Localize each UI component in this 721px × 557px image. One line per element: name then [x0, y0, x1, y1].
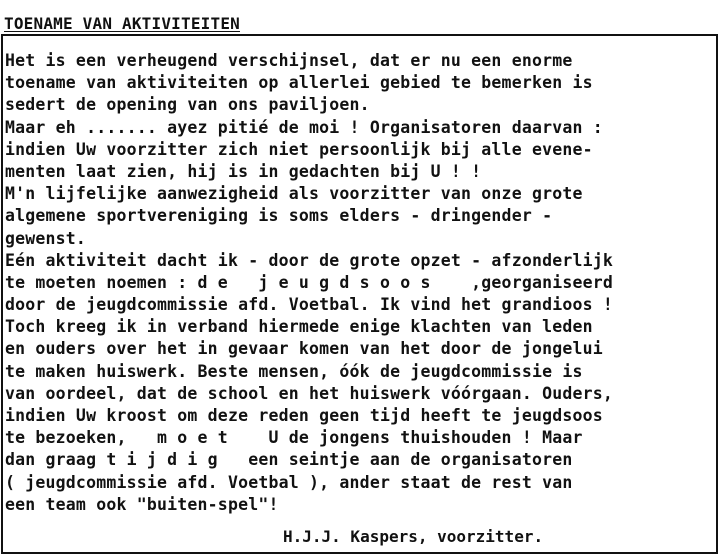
text-line: ( jeugdcommissie afd. Voetbal ), ander staat de rest van	[5, 472, 573, 492]
article-title: TOENAME VAN AKTIVITEITEN	[4, 14, 240, 33]
text-line: een team ook "buiten-spel"!	[5, 494, 279, 514]
text-line: te bezoeken, m o e t U de jongens thuishouden ! Maar	[5, 428, 583, 448]
text-line: te maken huiswerk. Beste mensen, óók de jeugdcommissie is	[5, 361, 583, 381]
text-line: Maar eh ....... ayez pitié de moi ! Organisatoren daarvan :	[5, 117, 603, 137]
signature: H.J.J. Kaspers, voorzitter.	[283, 527, 544, 546]
text-line: indien Uw voorzitter zich niet persoonlijk bij alle evene-	[5, 139, 593, 159]
text-line: indien Uw kroost om deze reden geen tijd heeft te jeugdsoos	[5, 406, 603, 425]
text-line: en ouders over het in gevaar komen van het door de jongelui	[5, 339, 603, 359]
text-line: sedert de opening van ons paviljoen.	[5, 95, 370, 115]
text-line: toename van aktiviteiten op allerlei gebied te bemerken is	[5, 73, 593, 93]
text-line: Eén aktiviteit dacht ik - door de grote opzet - afzonderlijk	[5, 250, 614, 270]
text-line: Toch kreeg ik in verband hiermede enige klachten van leden	[5, 317, 593, 337]
article-body	[5, 50, 720, 516]
text-line: algemene sportvereniging is soms elders - dringender -	[5, 206, 553, 226]
text-line: Het is een verheugend verschijnsel, dat er nu een enorme	[5, 51, 573, 70]
text-line: menten laat zien, hij is in gedachten bij U ! !	[5, 161, 482, 181]
text-line: M'n lijfelijke aanwezigheid als voorzitter van onze grote	[5, 184, 583, 204]
text-line: gewenst.	[5, 228, 87, 248]
text-line: dan graag t i j d i g een seintje aan de organisatoren	[5, 450, 573, 470]
text-line: te moeten noemen : d e j e u g d s o o s ,georganiseerd	[5, 272, 614, 292]
text-line: van oordeel, dat de school en het huiswerk vóórgaan. Ouders,	[5, 383, 614, 403]
text-line: door de jeugdcommissie afd. Voetbal. Ik vind het grandioos !	[5, 295, 614, 315]
